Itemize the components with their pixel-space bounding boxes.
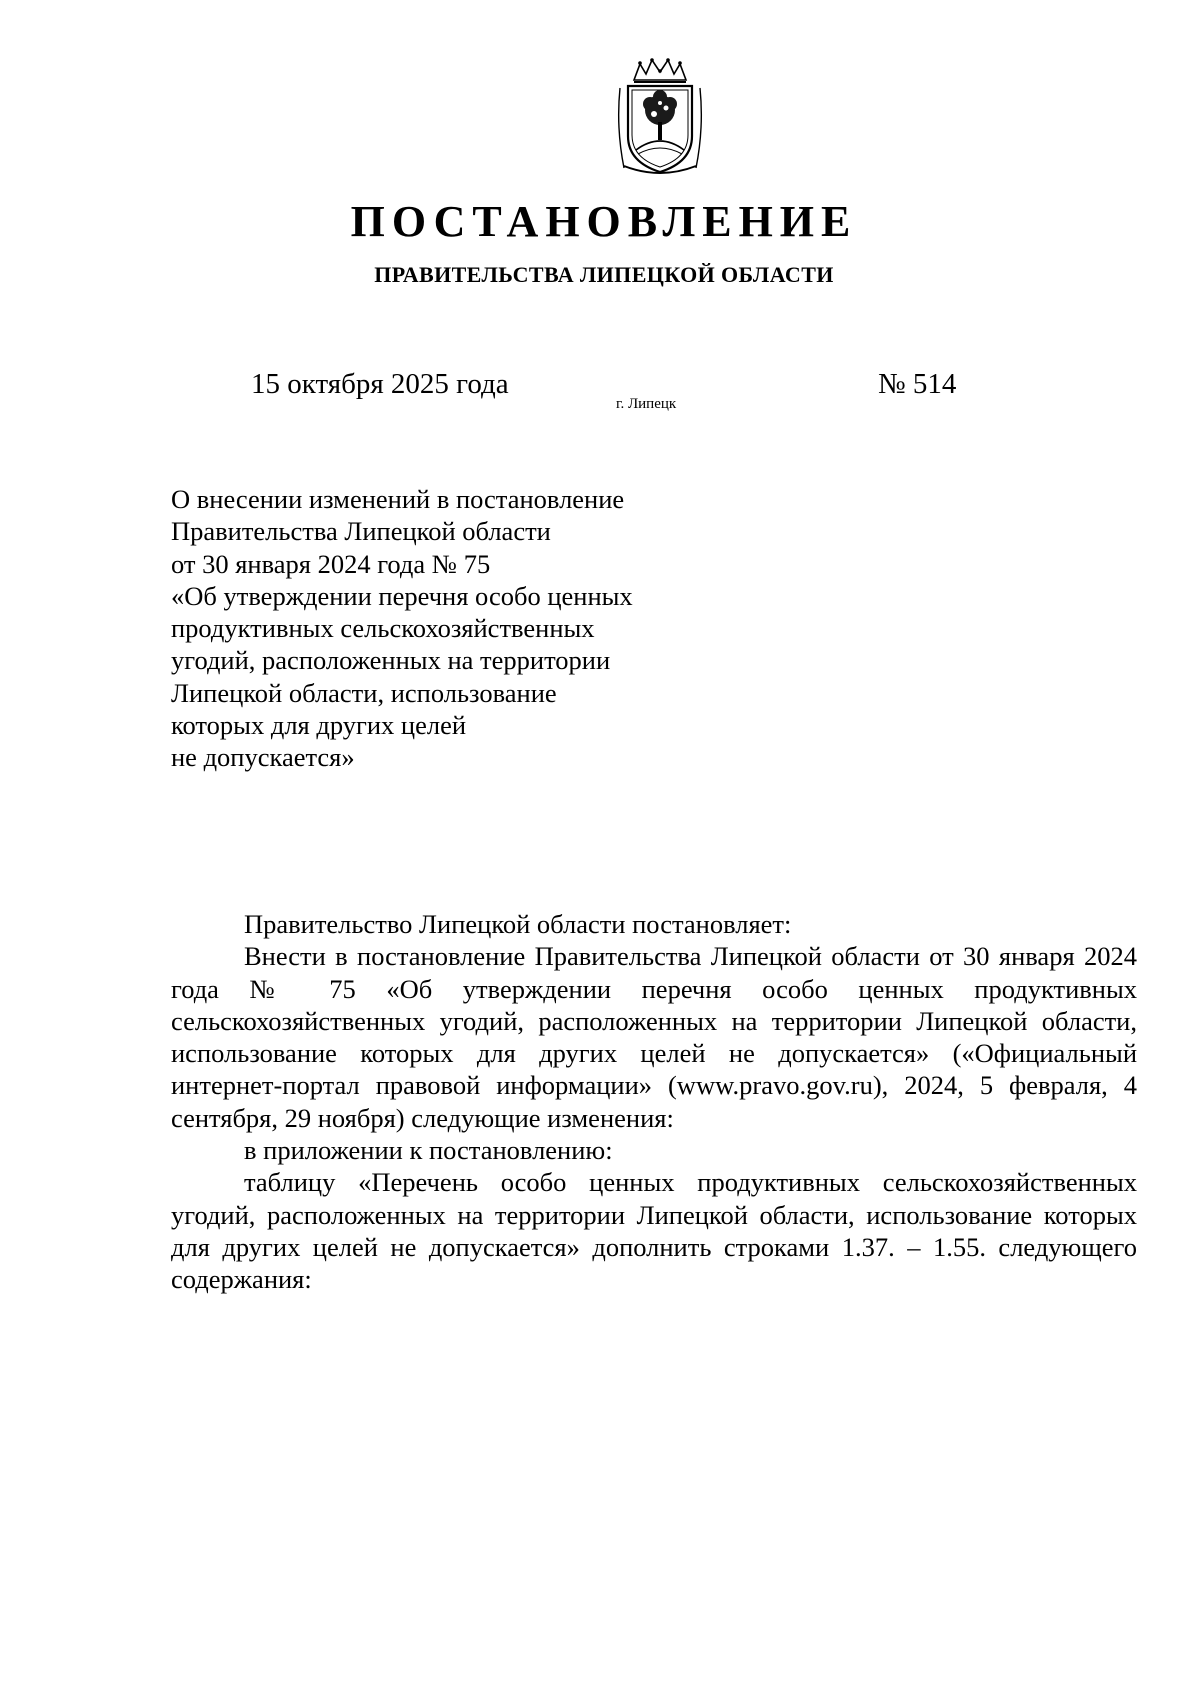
document-number: № 514	[878, 368, 957, 400]
document-city: г. Липецк	[616, 396, 677, 412]
lipetsk-coat-of-arms-icon	[614, 58, 706, 176]
title-line: угодий, расположенных на территории	[171, 645, 611, 676]
body-paragraph: Правительство Липецкой области постановляет:	[244, 909, 792, 939]
document-body	[171, 908, 1137, 1296]
title-line: «Об утверждении перечня особо ценных	[171, 580, 633, 611]
title-line: продуктивных сельскохозяйственных	[171, 613, 595, 644]
title-line: Липецкой области, использование	[171, 677, 557, 708]
title-line: от 30 января 2024 года № 75	[171, 548, 491, 579]
body-paragraph: таблицу «Перечень особо ценных продуктивных сельскохозяйственных угодий, расположенных на территории Липецкой области, использование которых для других целей не допускается» дополнить строками 1.37. – 1.55. следующего содержания:	[171, 1167, 1137, 1295]
issuer-heading: ПРАВИТЕЛЬСТВА ЛИПЕЦКОЙ ОБЛАСТИ	[374, 262, 834, 287]
body-paragraph: Внести в постановление Правительства Липецкой области от 30 января 2024 года № 75 «Об утверждении перечня особо ценных продуктивных сельскохозяйственных угодий, расположенных на территории Липецкой области, использование которых для других целей не допускается» («Официальный интернет-портал правовой информации» (www.pravo.gov.ru), 2024, 5 февраля, 4 сентября, 29 ноября) следующие изменения:	[171, 941, 1137, 1133]
title-line: О внесении изменений в постановление	[171, 484, 625, 514]
body-paragraph: в приложении к постановлению:	[244, 1135, 613, 1166]
title-line: которых для других целей	[171, 710, 467, 741]
title-line: не допускается»	[171, 742, 355, 773]
document-type-heading: ПОСТАНОВЛЕНИЕ	[350, 197, 858, 246]
title-line: Правительства Липецкой области	[171, 516, 551, 547]
document-title	[171, 483, 691, 774]
document-date: 15 октября 2025 года	[251, 368, 509, 400]
